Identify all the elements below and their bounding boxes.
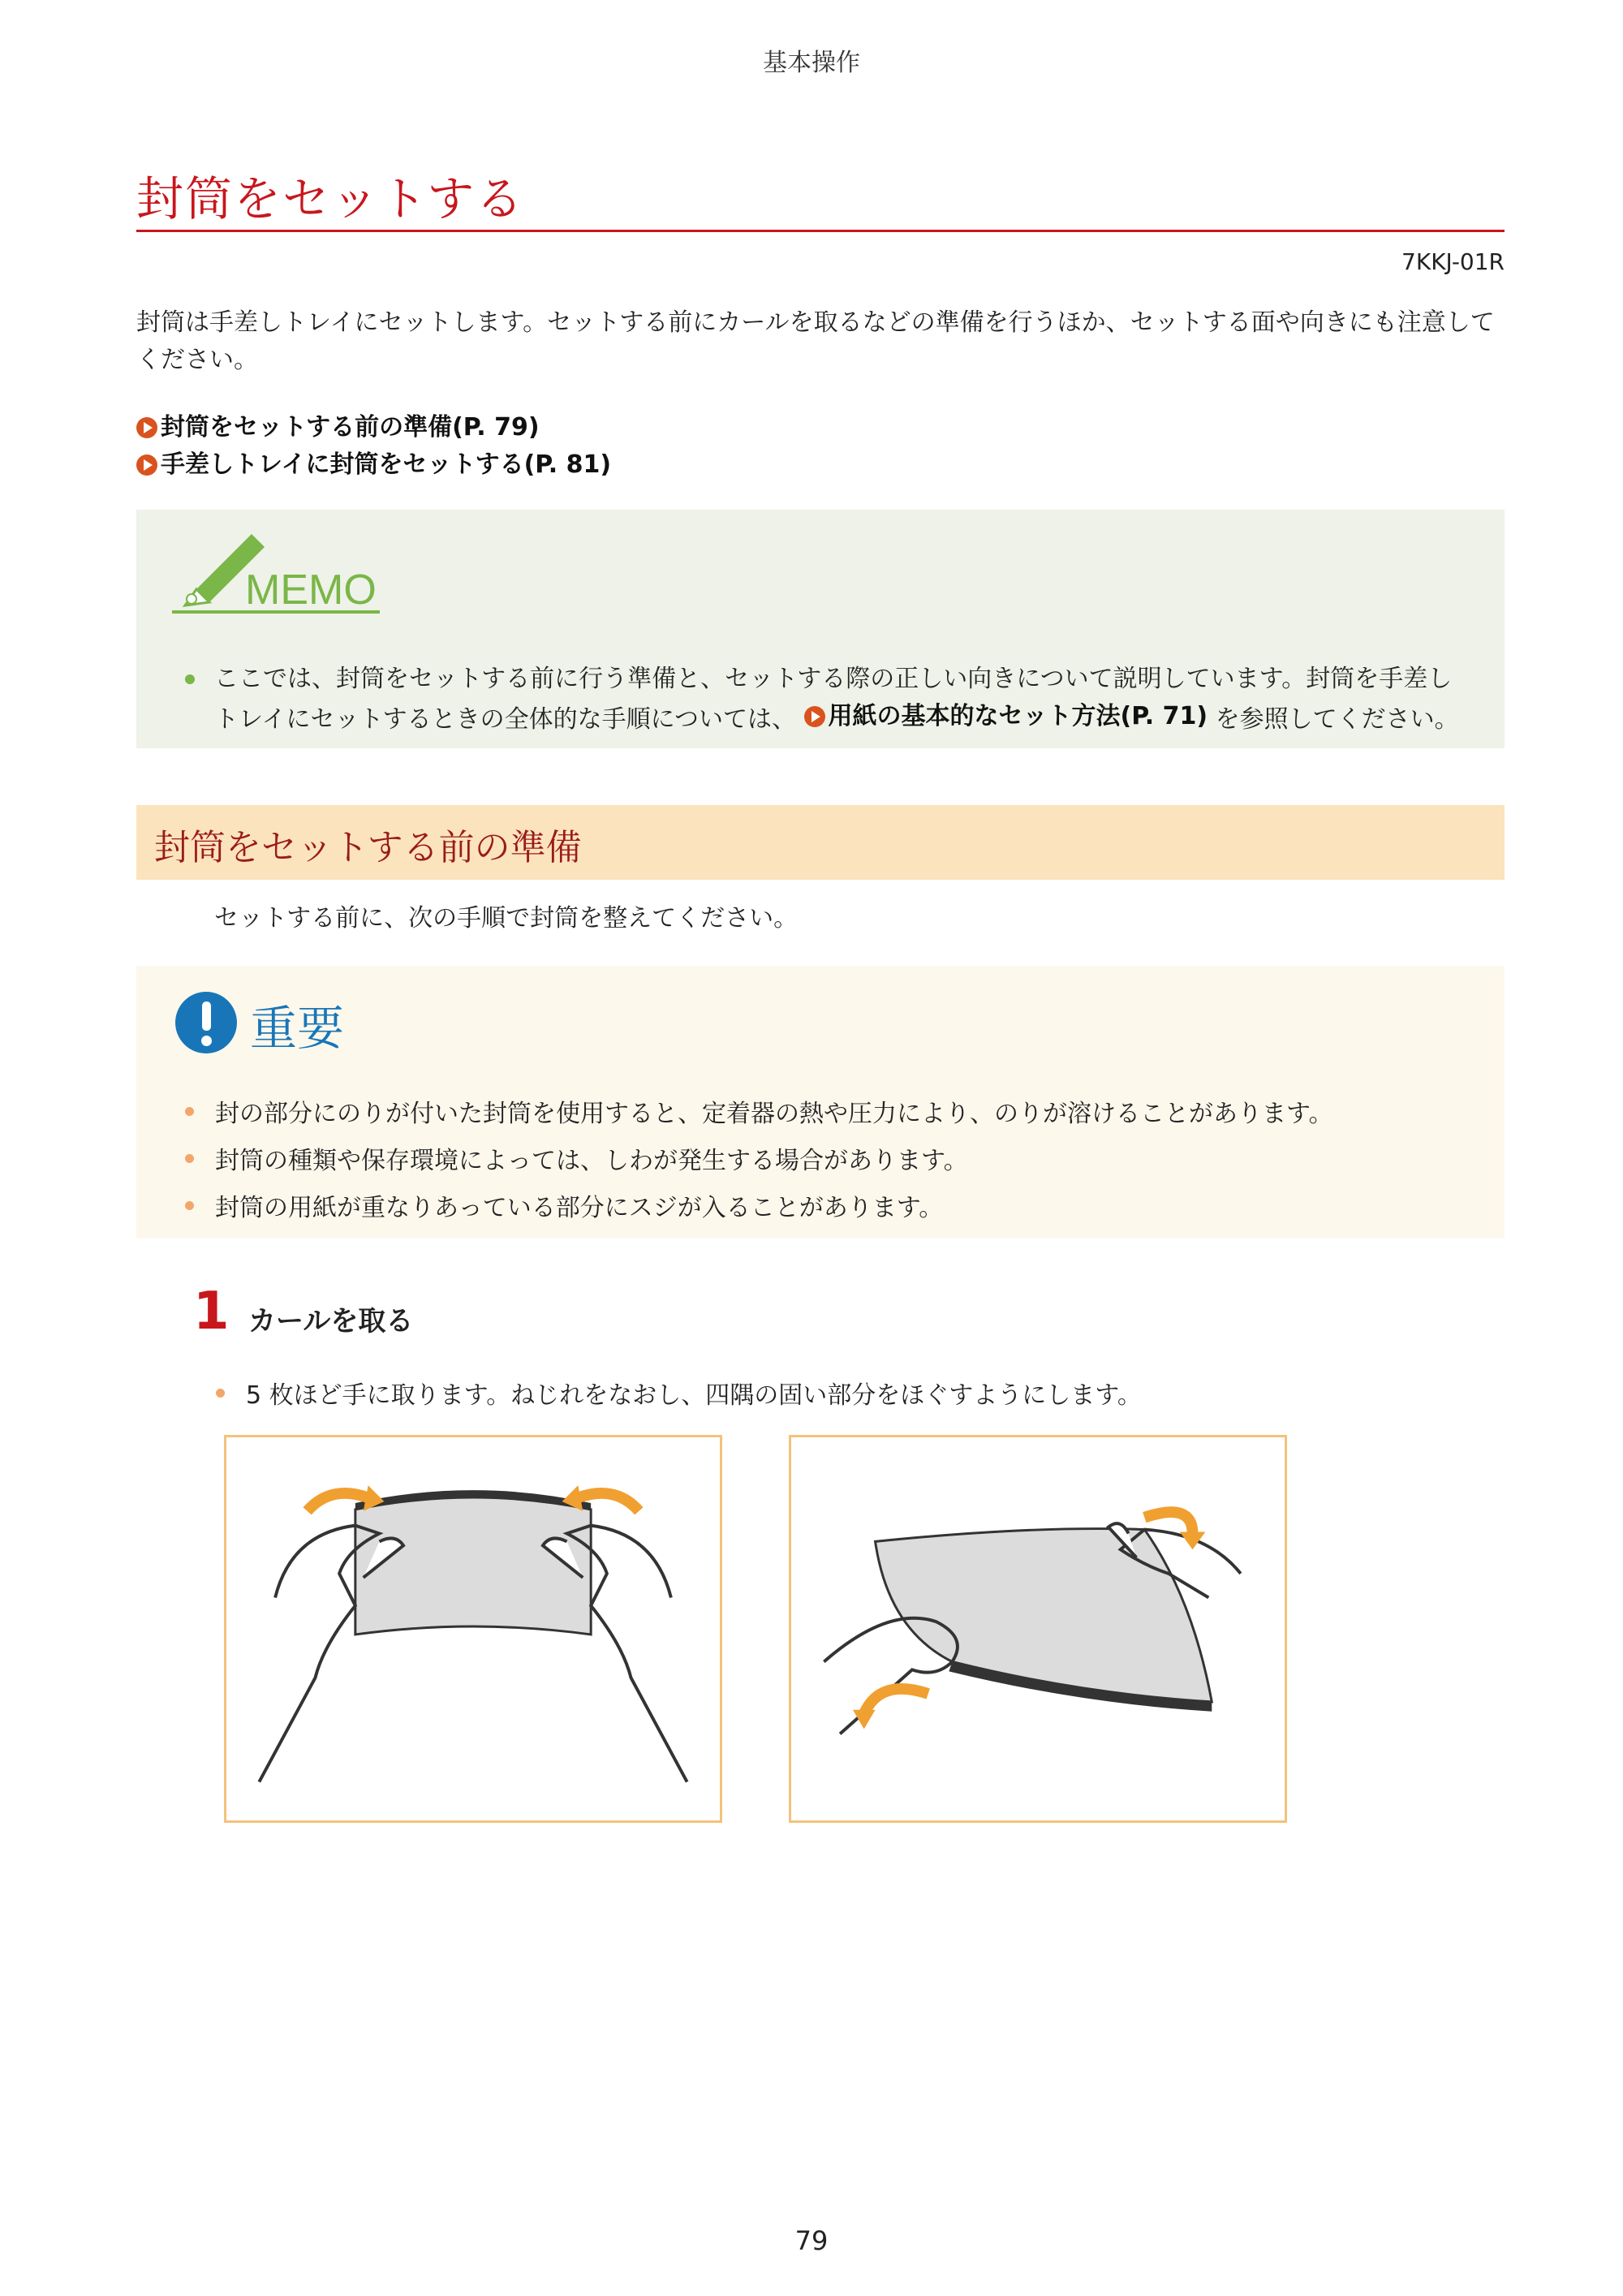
important-list (185, 1088, 1333, 1229)
intro-paragraph (136, 304, 1508, 379)
link-basic-loading-label[interactable]: 用紙の基本的なセット方法(P. 71) (828, 702, 1208, 730)
link-basic-loading[interactable] (804, 698, 1208, 735)
bullet-icon (185, 674, 195, 684)
section-links (136, 409, 611, 484)
arrow-right-icon (136, 454, 157, 476)
memo-text-end: を参照してください。 (1215, 705, 1459, 734)
section-lead: セットする前に、次の手順で封筒を整えてください。 (214, 904, 799, 933)
running-header: 基本操作 (763, 49, 860, 77)
arrow-right-icon (136, 417, 157, 438)
important-title: 重要 (250, 1001, 345, 1056)
link-load-tray-label[interactable]: 手差しトレイに封筒をセットする(P. 81) (161, 450, 612, 479)
step-note-text: 5 枚ほど手に取ります。ねじれをなおし、四隅の固い部分をほぐすようにします。 (246, 1381, 1142, 1410)
intro-line-1: 封筒は手差しトレイにセットします。セットする前にカールを取るなどの準備を行うほか、セットする面や向きにも注意して (136, 308, 1495, 337)
important-box (136, 966, 1505, 1238)
memo-box (136, 510, 1505, 748)
page-number: 79 (794, 2225, 829, 2256)
memo-logo-text: MEMO (245, 566, 377, 614)
important-item (185, 1182, 1333, 1229)
bullet-icon (185, 1154, 194, 1163)
link-load-tray[interactable] (136, 446, 611, 484)
step-note (216, 1375, 1142, 1411)
memo-pencil-icon (172, 531, 391, 620)
bullet-icon (185, 1107, 194, 1116)
intro-line-2: ください。 (136, 346, 258, 374)
section-header-bar (136, 805, 1505, 880)
important-item (185, 1088, 1333, 1135)
bullet-icon (216, 1389, 225, 1398)
section-title: 封筒をセットする前の準備 (154, 827, 582, 868)
step-title: カールを取る (248, 1305, 414, 1338)
important-item-text: 封の部分にのりが付いた封筒を使用すると、定着器の熱や圧力により、のりが溶けることがあります。 (215, 1100, 1333, 1128)
important-item (185, 1135, 1333, 1182)
title-divider (136, 230, 1505, 232)
illustration-twist-envelopes (789, 1435, 1287, 1823)
exclamation-icon (175, 992, 237, 1053)
illustration-bend-envelopes (224, 1435, 722, 1823)
memo-item (185, 661, 1467, 739)
important-item-text: 封筒の種類や保存環境によっては、しわが発生する場合があります。 (215, 1147, 968, 1175)
arrow-right-icon (804, 706, 825, 727)
memo-text: ここでは、封筒をセットする前に行う準備と、セットする際の正しい向きについて説明しています。封筒を手差しトレイにセットするときの全体的な手順については、 (214, 665, 1453, 734)
link-prep[interactable] (136, 409, 611, 446)
hands-bending-envelopes-icon (226, 1437, 720, 1820)
step-number: 1 (193, 1282, 230, 1342)
page-title: 封筒をセットする (136, 171, 525, 226)
important-item-text: 封筒の用紙が重なりあっている部分にスジが入ることがあります。 (215, 1194, 944, 1222)
link-prep-label[interactable]: 封筒をセットする前の準備(P. 79) (161, 413, 540, 442)
hands-twisting-envelopes-icon (791, 1437, 1285, 1820)
document-id: 7KKJ-01R (1401, 248, 1505, 275)
bullet-icon (185, 1201, 194, 1210)
